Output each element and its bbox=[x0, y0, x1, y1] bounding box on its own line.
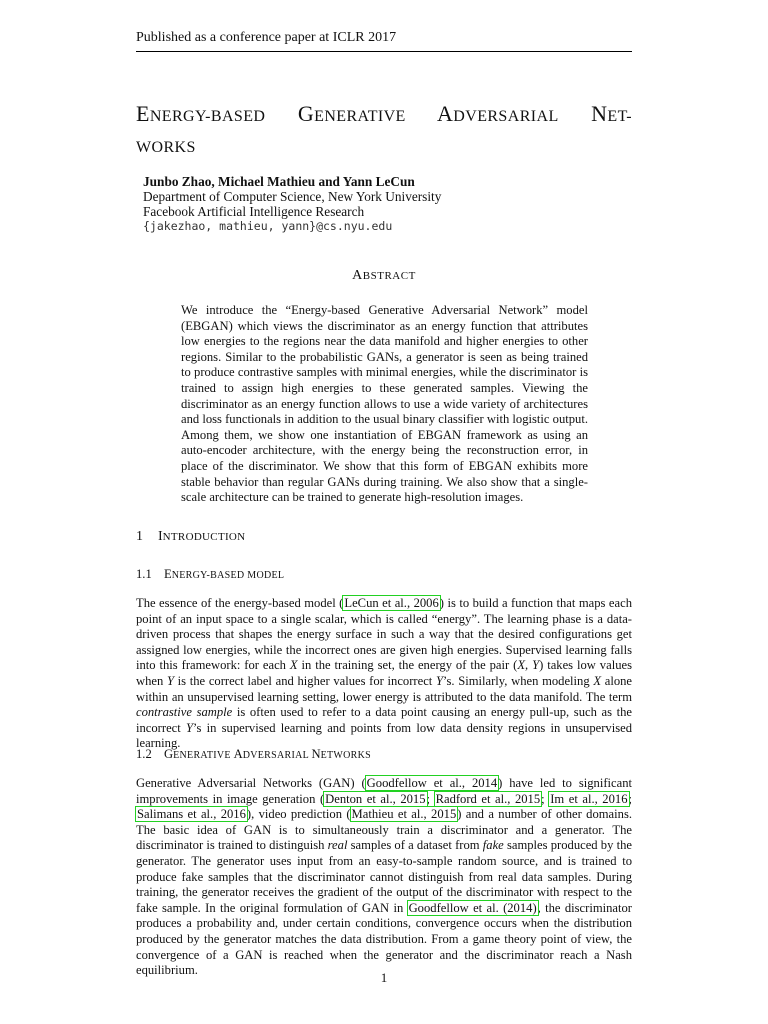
paragraph-gan: Generative Adversarial Networks (GAN) (Goodfellow et al., 2014) have led to significant improvements in image generation (Denton et al., 2015; Radford et al., 2015; Im et al., 2016; Salimans et al., 2016), video prediction (Mathieu et al., 2015) and a number of other domains. The basic idea of GAN is to simultaneously train a discriminator and a generator. The discriminator is trained to distinguish real samples of a dataset from fake samples produced by the generator. The generator uses input from an easy-to-sample random source, and is trained to produce fake samples that the discriminator cannot distinguish from real data samples. During training, the generator receives the gradient of the output of the discriminator with respect to the fake sample. In the original formulation of GAN in Goodfellow et al. (2014), the discriminator produces a probability and, under certain conditions, convergence occurs when the distribution produced by the generator matches the data distribution. From a game theory point of view, the convergence of a GAN is reached when the generator and the discriminator reach a Nash equilibrium. bbox=[136, 776, 633, 978]
citation-link[interactable]: Im et al., 2016 bbox=[550, 791, 628, 806]
citation-link[interactable]: Goodfellow et al., 2014 bbox=[366, 776, 498, 790]
author-emails: {jakezhao, mathieu, yann}@cs.nyu.edu bbox=[143, 219, 393, 233]
abstract-heading: ABSTRACT bbox=[352, 268, 416, 283]
page-number: 1 bbox=[380, 970, 388, 985]
citation-link[interactable]: LeCun et al., 2006 bbox=[344, 596, 439, 610]
affiliation-fair: Facebook Artificial Intelligence Research bbox=[143, 204, 365, 219]
paragraph-energy-based-model: The essence of the energy-based model (LeCun et al., 2006) is to build a function that maps each point of an input space to a single scalar, which is called “energy”. The learning phase is a data-driven process that shapes the energy surface in such a way that the desired configurations get assigned low energies, while the incorrect ones are given high energies. Supervised learning falls into this framework: for each X in the training set, the energy of the pair (X, Y) takes low values when Y is the correct label and higher values for incorrect Y’s. Similarly, when modeling X alone within an unsupervised learning setting, lower energy is attributed to the data manifold. The term contrastive sample is often used to refer to a data point causing an energy pull-up, such as the incorrect Y’s in supervised learning and points from low data density regions in unsupervised learning. bbox=[136, 596, 633, 751]
paper-title: ENERGY-BASED GENERATIVE ADVERSARIAL NET- WORKS bbox=[136, 101, 632, 156]
running-header: Published as a conference paper at ICLR 2017 bbox=[136, 30, 632, 52]
author-block bbox=[143, 174, 623, 234]
citation-link[interactable]: Mathieu et al., 2015 bbox=[351, 807, 457, 822]
abstract-text: We introduce the “Energy-based Generative Adversarial Network” model (EBGAN) which views the discriminator as an energy function that attributes low energies to the regions near the data manifold and higher energies to other regions. Similar to the probabilistic GANs, a generator is seen as being trained to produce contrastive samples with minimal energies, while the discriminator is trained to assign high energies to these generated samples. Viewing the discriminator as an energy function allows to use a wide variety of architectures and loss functionals in addition to the usual binary classifier with logistic output. Among them, we show one instantiation of EBGAN framework as using an auto-encoder architecture, with the energy being the reconstruction error, in place of the discriminator. We show that this form of EBGAN exhibits more stable behavior than regular GANs during training. We also show that a single-scale architecture can be trained to generate high-resolution images. bbox=[181, 303, 588, 505]
citation-link[interactable]: Radford et al., 2015 bbox=[435, 791, 541, 806]
section-heading-introduction: 1 INTRODUCTION bbox=[136, 529, 246, 544]
citation-link[interactable]: Salimans et al., 2016 bbox=[137, 807, 246, 822]
author-names: Junbo Zhao, Michael Mathieu and Yann LeCun bbox=[143, 174, 415, 189]
affiliation-nyu: Department of Computer Science, New York University bbox=[143, 189, 442, 204]
citation-link[interactable]: Denton et al., 2015 bbox=[325, 791, 426, 806]
subsection-heading-energy-based-model: 1.1 ENERGY-BASED MODEL bbox=[136, 567, 285, 581]
citation-link[interactable]: Goodfellow et al. (2014) bbox=[408, 900, 537, 915]
subsection-heading-gan: 1.2 GENERATIVE ADVERSARIAL NETWORKS bbox=[136, 747, 372, 761]
